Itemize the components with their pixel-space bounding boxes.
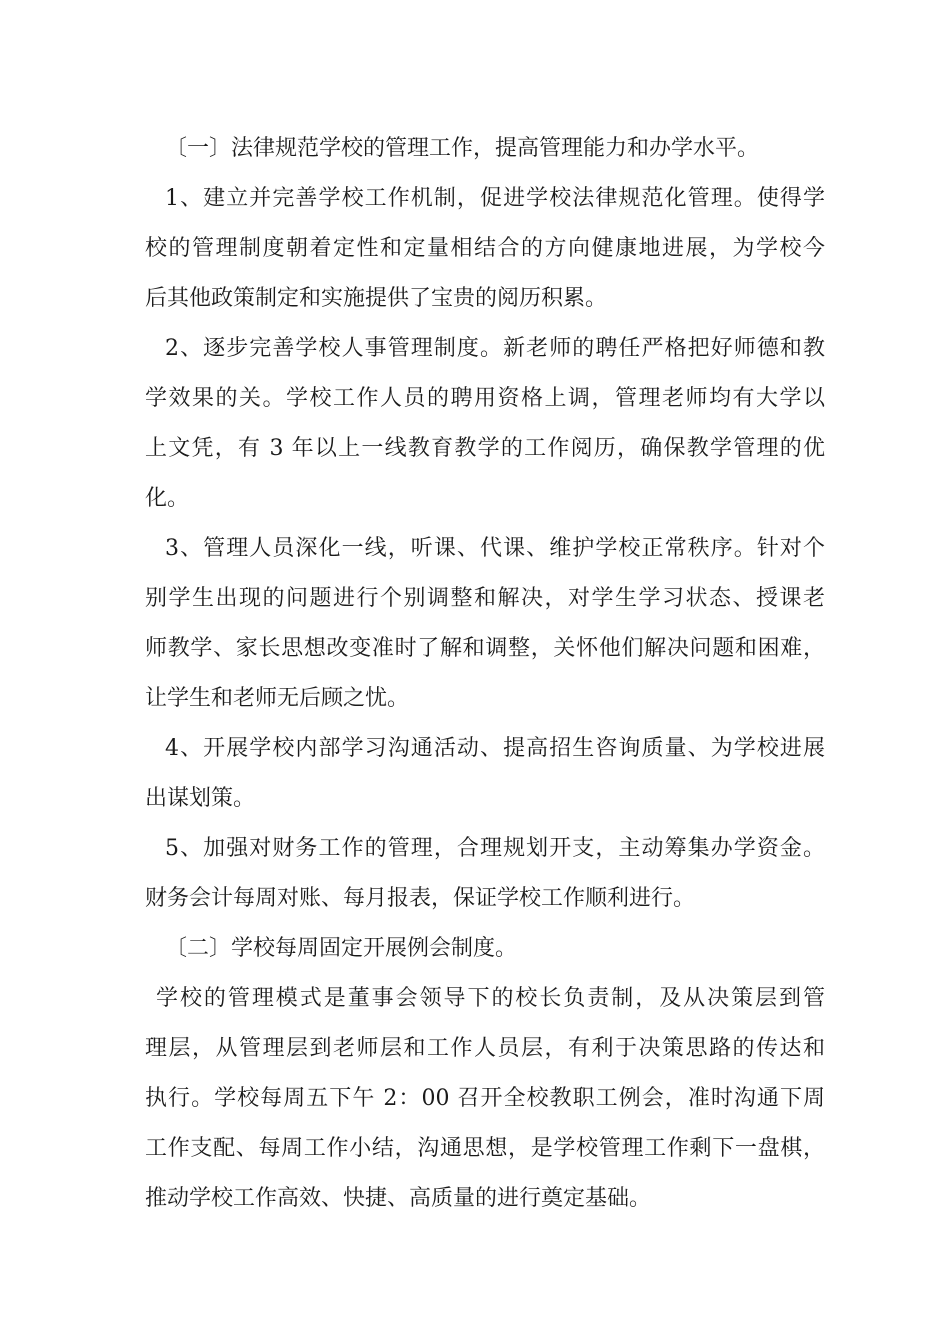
- paragraph-line: 让学生和老师无后顾之忧。: [145, 686, 410, 711]
- paragraph-line: 执行。学校每周五下午 2：00 召开全校教职工例会，准时沟通下周: [145, 1086, 825, 1111]
- paragraph-line: 校的管理制度朝着定性和定量相结合的方向健康地进展，为学校今: [145, 236, 825, 261]
- paragraph-line: 3、管理人员深化一线，听课、代课、维护学校正常秩序。针对个: [165, 536, 825, 561]
- section-heading-line: 〔二〕学校每周固定开展例会制度。: [165, 936, 518, 961]
- paragraph-line: 推动学校工作高效、快捷、高质量的进行奠定基础。: [145, 1186, 652, 1211]
- paragraph-line: 1、建立并完善学校工作机制，促进学校法律规范化管理。使得学: [165, 186, 825, 211]
- paragraph-line: 学校的管理模式是董事会领导下的校长负责制，及从决策层到管: [156, 986, 825, 1011]
- paragraph-1: [145, 974, 825, 1224]
- paragraph-line: 2、逐步完善学校人事管理制度。新老师的聘任严格把好师德和教: [165, 336, 825, 361]
- item-5: [145, 824, 825, 924]
- paragraph-line: 工作支配、每周工作小结，沟通思想，是学校管理工作剩下一盘棋，: [145, 1136, 825, 1161]
- paragraph-line: 别学生出现的问题进行个别调整和解决，对学生学习状态、授课老: [145, 586, 825, 611]
- section-2-heading: [145, 924, 825, 974]
- item-1: [145, 174, 825, 324]
- item-4: [145, 724, 825, 824]
- paragraph-line: 出谋划策。: [145, 786, 256, 811]
- section-heading-line: 〔一〕法律规范学校的管理工作，提高管理能力和办学水平。: [165, 136, 760, 161]
- item-2: [145, 324, 825, 524]
- paragraph-line: 上文凭，有 3 年以上一线教育教学的工作阅历，确保教学管理的优: [145, 436, 825, 461]
- paragraph-line: 师教学、家长思想改变准时了解和调整，关怀他们解决问题和困难，: [145, 636, 825, 661]
- section-1-heading: [145, 124, 825, 174]
- paragraph-line: 后其他政策制定和实施提供了宝贵的阅历积累。: [145, 286, 608, 311]
- paragraph-line: 学效果的关。学校工作人员的聘用资格上调，管理老师均有大学以: [145, 386, 825, 411]
- document-body: [145, 124, 825, 1224]
- paragraph-line: 财务会计每周对账、每月报表，保证学校工作顺利进行。: [145, 886, 696, 911]
- item-3: [145, 524, 825, 724]
- paragraph-line: 4、开展学校内部学习沟通活动、提高招生咨询质量、为学校进展: [165, 736, 825, 761]
- paragraph-line: 理层，从管理层到老师层和工作人员层，有利于决策思路的传达和: [145, 1036, 825, 1061]
- paragraph-line: 化。: [145, 486, 190, 511]
- paragraph-line: 5、加强对财务工作的管理，合理规划开支，主动筹集办学资金。: [165, 836, 825, 861]
